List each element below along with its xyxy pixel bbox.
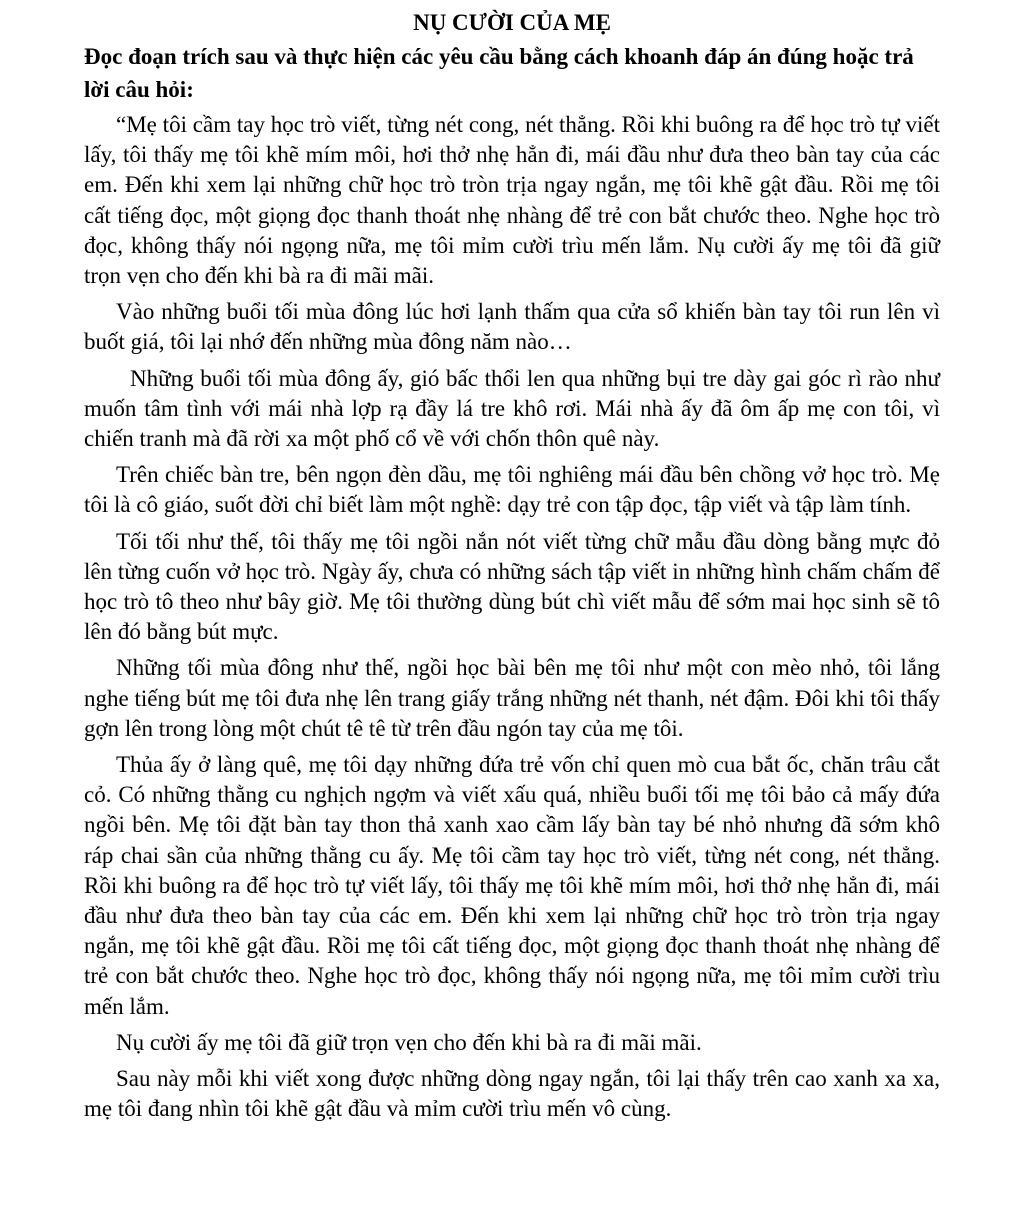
paragraph-3: Những buổi tối mùa đông ấy, gió bấc thổi len qua những bụi tre dày gai góc rì rào như muốn tâm tình với mái nhà lợp rạ đầy lá tre khô rơi. Mái nhà ấy đã ôm ấp mẹ con tôi, vì chiến tranh mà đã rời xa một phố cổ về với chốn thôn quê này.: [84, 365, 940, 452]
paragraph-9: Sau này mỗi khi viết xong được những dòng ngay ngắn, tôi lại thấy trên cao xanh xa xa, mẹ tôi đang nhìn tôi khẽ gật đầu và mỉm cười trìu mến vô cùng.: [84, 1066, 940, 1122]
paragraph-5: Tối tối như thế, tôi thấy mẹ tôi ngồi nắn nót viết từng chữ mẫu đầu dòng bằng mực đỏ lên từng cuốn vở học trò. Ngày ấy, chưa có những sách tập viết in những hình chấm chấm để học trò tô theo như bây giờ. Mẹ tôi thường dùng bút chì viết mẫu để sớm mai học sinh sẽ tô lên đó bằng bút mực.: [84, 528, 940, 645]
paragraph-4: Trên chiếc bàn tre, bên ngọn đèn dầu, mẹ tôi nghiêng mái đầu bên chồng vở học trò. Mẹ tôi là cô giáo, suốt đời chỉ biết làm một nghề: dạy trẻ con tập đọc, tập viết và tập làm tính.: [84, 462, 940, 518]
paragraph-8: Nụ cười ấy mẹ tôi đã giữ trọn vẹn cho đến khi bà ra đi mãi mãi.: [116, 1029, 702, 1055]
paragraph-2: Vào những buổi tối mùa đông lúc hơi lạnh thấm qua cửa sổ khiến bàn tay tôi run lên vì buốt giá, tôi lại nhớ đến những mùa đông năm nào…: [84, 299, 940, 355]
document-page: [84, 6, 940, 1131]
paragraph-7: Thủa ấy ở làng quê, mẹ tôi dạy những đứa trẻ vốn chỉ quen mò cua bắt ốc, chăn trâu cắt cỏ. Có những thằng cu nghịch ngợm và viết xấu quá, nhiều buổi tối mẹ tôi bảo cả mấy đứa ngồi bên. Mẹ tôi đặt bàn tay thon thả xanh xao cầm lấy bàn tay bé nhỏ nhưng đã sớm khô ráp chai sần của những thằng cu ấy. Mẹ tôi cầm tay học trò viết, từng nét cong, nét thẳng. Rồi khi buông ra để học trò tự viết lấy, tôi thấy mẹ tôi khẽ mím môi, hơi thở nhẹ hẳn đi, mái đầu như đưa theo bàn tay của các em. Đến khi xem lại những chữ học trò tròn trịa ngay ngắn, mẹ tôi khẽ gật đầu. Rồi mẹ tôi cất tiếng đọc, một giọng đọc thanh thoát nhẹ nhàng để trẻ con bắt chước theo. Nghe học trò đọc, không thấy nói ngọng nữa, mẹ tôi mỉm cười trìu mến lắm.: [84, 752, 940, 1019]
instruction-text: Đọc đoạn trích sau và thực hiện các yêu cầu bằng cách khoanh đáp án đúng hoặc trả lời câu hỏi:: [84, 44, 914, 102]
paragraph-1: “Mẹ tôi cầm tay học trò viết, từng nét cong, nét thẳng. Rồi khi buông ra để học trò tự viết lấy, tôi thấy mẹ tôi khẽ mím môi, hơi thở nhẹ hẳn đi, mái đầu như đưa theo bàn tay của các em. Đến khi xem lại những chữ học trò tròn trịa ngay ngắn, mẹ tôi khẽ gật đầu. Rồi mẹ tôi cất tiếng đọc, một giọng đọc thanh thoát nhẹ nhàng để trẻ con bắt chước theo. Nghe học trò đọc, không thấy nói ngọng nữa, mẹ tôi mỉm cười trìu mến lắm. Nụ cười ấy mẹ tôi đã giữ trọn vẹn cho đến khi bà ra đi mãi mãi.: [84, 112, 940, 289]
paragraph-6: Những tối mùa đông như thế, ngồi học bài bên mẹ tôi như một con mèo nhỏ, tôi lắng nghe tiếng bút mẹ tôi đưa nhẹ lên trang giấy trắng những nét thanh, nét đậm. Đôi khi tôi thấy gợn lên trong lòng một chút tê tê từ trên đầu ngón tay của mẹ tôi.: [84, 655, 940, 741]
page-title: NỤ CƯỜI CỦA MẸ: [413, 10, 611, 35]
